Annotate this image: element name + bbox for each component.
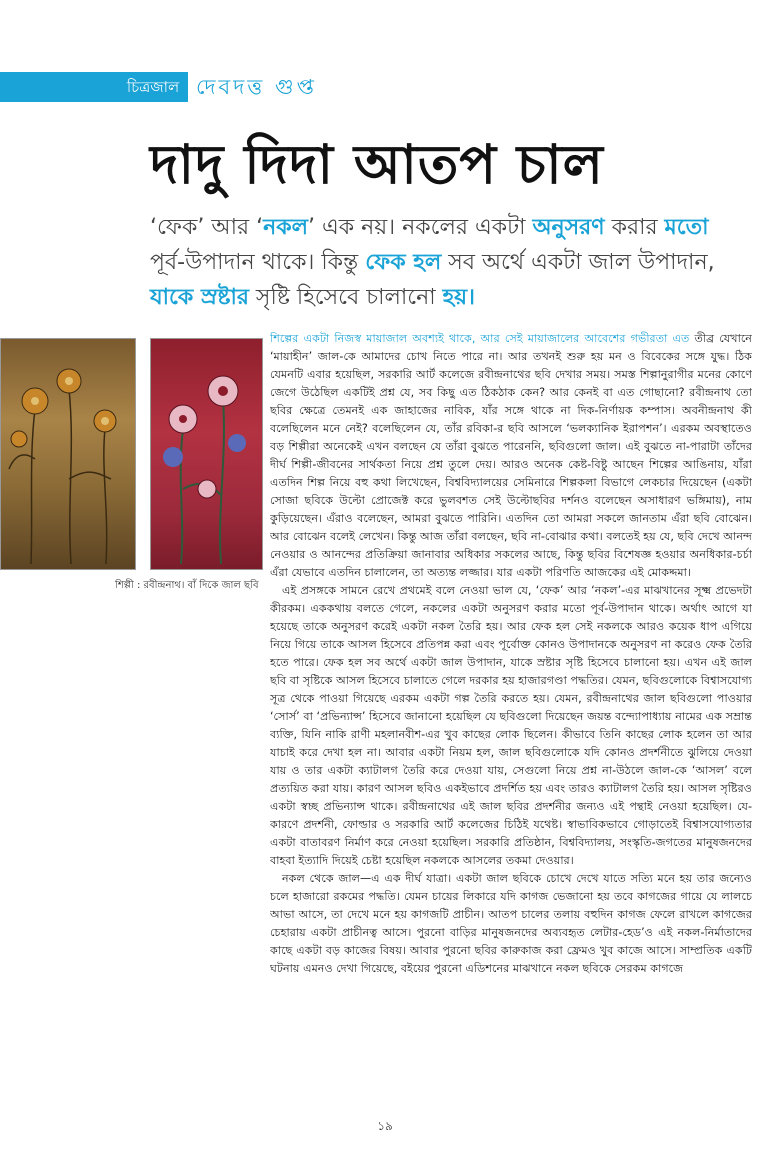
- painting-flowers-left: [1, 339, 135, 569]
- deck-text: সৃষ্টি হিসেবে চালানো: [248, 285, 443, 310]
- deck-text: করার: [604, 215, 665, 240]
- paragraph: নকল থেকে জাল—এ এক দীর্ঘ যাত্রা। একটা জাল ছবিকে চোখে দেখে যাতে সত্যি মনে হয় তার জন্যেও চলে হাজারো রকমের পদ্ধতি। যেমন চায়ের লিকারে যদি কাগজ ভেজানো হয় তবে কাগজের গায়ে যে লালচে আভা আসে, তা দেখে মনে হয় কাগজটি প্রাচীন। আতপ চালের তলায় বহুদিন কাগজ ফেলে রাখলে কাগজের চেহারায় একটা প্রাচীনত্ব আসে। পুরনো বাড়ির মানুষজনদের অব্যবহৃত লেটার-হেড’ও এই নকল-নির্মাতাদের কাছে একটা বড় কাজের বিষয়। আবার পুরনো ছবির কারুকাজ করা ফ্রেমও খুব কাজে আসে। সাম্প্রতিক একটি ঘটনায় এমনও দেখা গিয়েছে, বইয়ের পুরনো এডিশনের মাঝখানে নকল ছবিকে সেরকম কাগজে: [270, 872, 752, 975]
- section-label: চিত্রজাল: [126, 78, 180, 96]
- deck-highlight: ফেক হল: [365, 250, 442, 275]
- article-body: [270, 330, 752, 1090]
- deck-highlight: যাকে স্রষ্টার: [150, 285, 249, 310]
- image-caption: শিল্পী : রবীন্দ্রনাথ। বাঁ দিকে জাল ছবি: [115, 580, 259, 591]
- deck-highlight: মতো: [664, 215, 709, 240]
- article-title: দাদু দিদা আতপ চাল: [150, 133, 604, 196]
- deck-highlight: অনুসরণ: [532, 215, 605, 240]
- page-number: ১৯: [377, 1119, 393, 1133]
- article-deck: [150, 210, 750, 315]
- painting-image-left: [0, 338, 136, 570]
- paragraph: এই প্রসঙ্গকে সামনে রেখে প্রথমেই বলে নেওয়া ভাল যে, ‘ফেক’ আর ‘নকল’-এর মাঝখানের সূক্ষ্ম প্রভেদটা কীরকম। এককথায় বলতে গেলে, নকলের একটা অনুসরণ করার মতো পূর্ব-উপাদান থাকে। অর্থাৎ আগে যা হয়েছে তাকে অনুসরণ করেই একটা নকল তৈরি হয়। আর ফেক হল সেই নকলকে আরও কয়েক ধাপ এগিয়ে নিয়ে গিয়ে তাকে আসল হিসেবে প্রতিপন্ন করা এবং পূর্বোক্ত কোনও উপাদানকে অনুসরণ না করেও ফেক তৈরি হতে পারে। ফেক হল সব অর্থে একটা জাল উপাদান, যাকে স্রষ্টার সৃষ্টি হিসেবে চালানো হয়। এখন এই জাল ছবি বা সৃষ্টিকে আসল হিসেবে চালাতে গেলে দরকার হয় হাজারগণ্ডা পদ্ধতির। যেমন, ছবিগুলোকে বিশ্বাসযোগ্য সূত্র থেকে পাওয়া গিয়েছে এরকম একটা গল্প তৈরি করতে হয়। যেমন, রবীন্দ্রনাথের জাল ছবিগুলো পাওয়ার ‘সোর্স’ বা ‘প্রভিন্যান্স’ হিসেবে জানানো হয়েছিল যে ছবিগুলো দিয়েছেন জয়ন্ত বন্দ্যোপাধ্যায় নামের এক সম্রান্ত ব্যক্তি, যিনি নাকি রাণী মহলানবীশ-এর খুব কাছের লোক ছিলেন। কীভাবে তিনি কাছের লোক হলেন তা আর যাচাই করে দেখা হল না। আবার একটা নিয়ম হল, জাল ছবিগুলোকে যদি কোনও প্রদর্শনীতে ঝুলিয়ে দেওয়া যায় ও তার একটা ক্যাটালগ তৈরি করে দেওয়া যায়, সেগুলো নিয়ে প্রশ্ন না-উঠলে জাল-কে ‘আসল’ বলে প্রত্যয়িত করা যায়। কারণ আসল ছবিও একইভাবে প্রদর্শিত হয় এবং তারও ক্যাটালগ তৈরি হয়। আসল সৃষ্টিরও একটা স্বচ্ছ প্রভিন্যান্স থাকে। রবীন্দ্রনাথের এই জাল ছবির প্রদর্শনীর জন্যও এই পন্থাই নেওয়া হয়েছিল। যে-কারণে প্রদর্শনী, ফোল্ডার ও সরকারি আর্ট কলেজের চিঠিই যথেষ্ট। স্বাভাবিকভাবে গোড়াতেই বিশ্বাসযোগ্যতার একটা বাতাবরণ নির্মাণ করে নেওয়া হয়েছিল। সরকারি প্রতিষ্ঠান, বিশ্ববিদ্যালয়, সংস্কৃতি-জগতের মানুষজনদের বাহবা ইত্যাদি দিয়েই চেষ্টা হয়েছিল নকলকে আসলের তকমা দেওয়ার।: [270, 584, 752, 867]
- deck-text: সব অর্থে একটা জাল উপাদান,: [441, 250, 715, 275]
- deck-text: পূর্ব-উপাদান থাকে। কিন্তু: [150, 250, 366, 275]
- author-name: [196, 72, 317, 102]
- deck-text: ’ এক নয়। নকলের একটা: [308, 215, 533, 240]
- author-name-text: দেবদত্ত গুপ্ত: [196, 75, 317, 99]
- deck-text: ‘ফেক’ আর ‘: [150, 215, 264, 240]
- painting-flowers-right: [151, 339, 262, 569]
- deck-highlight: নকল: [263, 215, 309, 240]
- paragraph: [270, 330, 752, 582]
- paragraph-text: তীব্র যেখানে ‘মায়াহীন’ জাল-কে আমাদের চোখ নিতে পারে না। আর তখনই শুরু হয় মন ও বিবেকের সঙ্গে যুদ্ধ। ঠিক যেমনটি এবার হয়েছিল, সরকারি আর্ট কলেজে রবীন্দ্রনাথের ছবি দেখার সময়। সমস্ত শিল্পানুরাগীর মনের কোণে জেগে উঠেছিল একটিই প্রশ্ন যে, সব কিছু এত ঠিকঠাক কেন? আর কেনই বা এত গোছানো? রবীন্দ্রনাথ তো ছবির ক্ষেত্রে তেমনই এক জাহাজের নাবিক, যাঁর সঙ্গে থাকে না দিক-নির্ণায়ক কম্পাস। অবনীন্দ্রনাথ কী বলেছিলেন মনে নেই? বলেছিলেন যে, তাঁর রবিকা-র ছবি আসলে ‘ভলক্যানিক ইরাপশন’। এরকম অবস্থাতেও বড় শিল্পীরা অনেকেই এখন বলছেন যে তাঁরা বুঝতে পারেননি, ছবিগুলো জাল। এই বুঝতে না-পারাটা তাঁদের দীর্ঘ শিল্পী-জীবনের সার্থকতা নিয়ে প্রশ্ন তুলে দেয়। আরও অনেক কেষ্ট-বিষ্টু আছেন শিল্পের আঙিনায়, যাঁরা এতদিন শিল্প নিয়ে বহু কথা লিখেছেন, বিশ্ববিদ্যালয়ের সেমিনারে শিল্পকলা বিভাগে লেকচার দিয়েছেন (একটা সোজা ছবিকে উল্টো প্রোজেক্ট করে ভুলবশত সেই উল্টোছবির দর্শনও বলেছেন অসাধারণ ভঙ্গিমায়), নাম কুড়িয়েছেন। এঁরাও বলেছেন, আমরা বুঝতে পারিনি। এতদিন তো আমরা সকলে জানতাম এঁরা ছবি বোঝেন। আর বোঝেন বলেই লেখেন। কিন্তু আজ তাঁরা বলছেন, ছবি না-বোঝার কথা। বলতেই হয় যে, ছবি দেখে আনন্দ নেওয়ার ও আনন্দের প্রতিক্রিয়া জানাবার অধিকার সকলের আছে, কিন্তু ছবির বিশেষজ্ঞ হওয়ার অনধিকার-চর্চা এঁরা যেভাবে এতদিন চালালেন, তা অত্যন্ত লজ্জার। যার একটা পরিণতি আজকের এই মোকদ্দমা।: [270, 332, 752, 579]
- lead-in: শিল্পের একটা নিজস্ব মায়াজাল অবশ্যই থাকে, আর সেই মায়াজালের আবেশের গভীরতা এত: [270, 332, 690, 345]
- deck-highlight: হয়।: [442, 285, 475, 310]
- painting-image-right: [150, 338, 263, 570]
